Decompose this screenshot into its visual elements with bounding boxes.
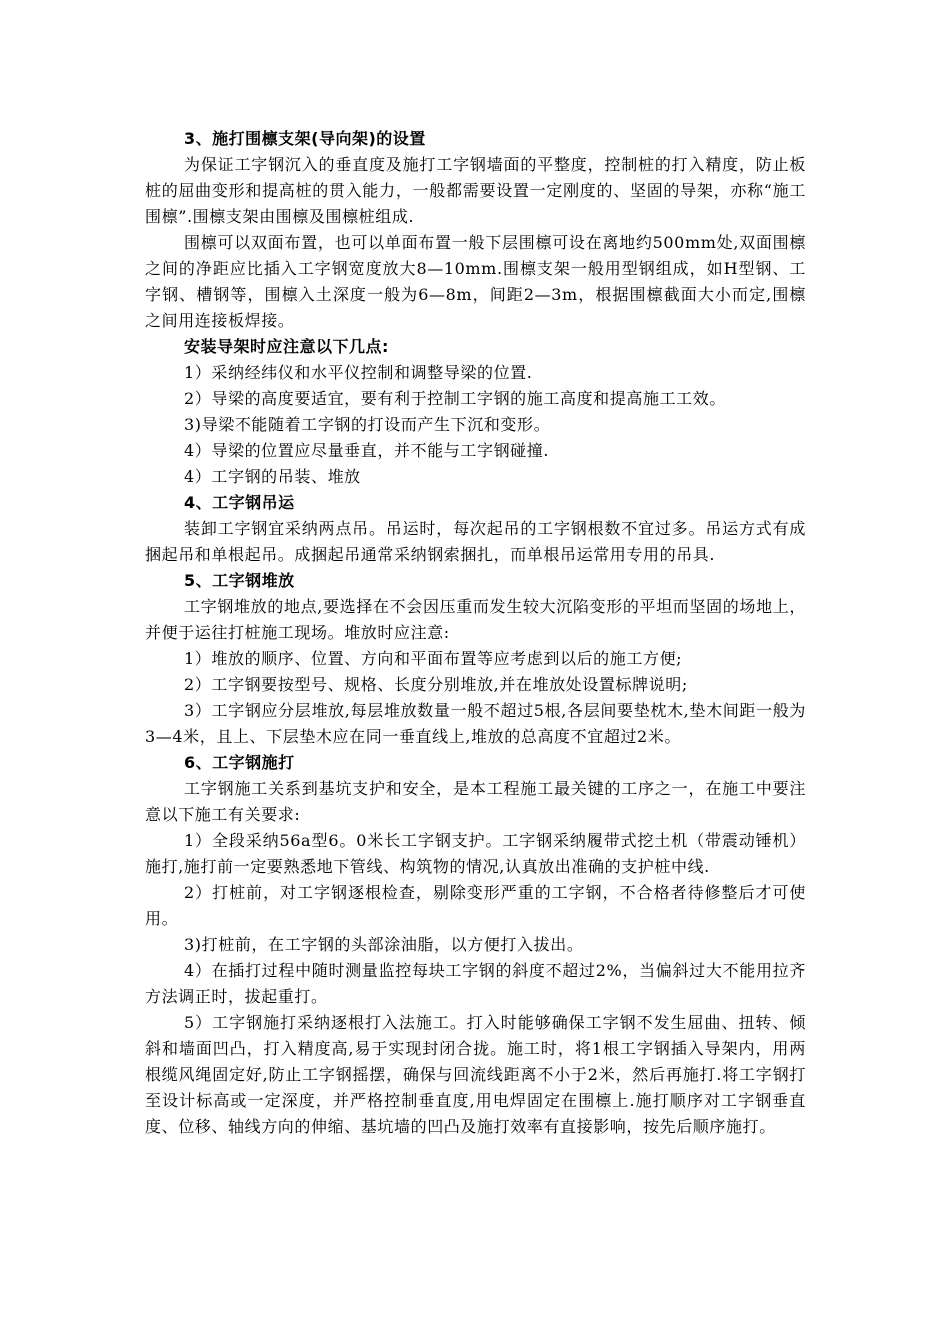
- list-item: 3）工字钢应分层堆放,每层堆放数量一般不超过5根,各层间要垫枕木,垫木间距一般为3—4米，且上、下层垫木应在同一垂直线上,堆放的总高度不宜超过2米。: [145, 701, 806, 746]
- list-item: 3)导梁不能随着工字钢的打设而产生下沉和变形。: [184, 415, 551, 434]
- section-heading-5: 5、工字钢堆放: [184, 571, 295, 590]
- list-item: 2）导梁的高度要适宜，要有利于控制工字钢的施工高度和提高施工工效。: [184, 389, 726, 408]
- list-item: 1）采纳经纬仪和水平仪控制和调整导梁的位置.: [184, 363, 533, 382]
- paragraph: 为保证工字钢沉入的垂直度及施打工字钢墙面的平整度，控制桩的打入精度，防止板桩的屈曲变形和提高桩的贯入能力，一般都需要设置一定刚度的、坚固的导架，亦称“施工围檩”.围檩支架由围檩及围檩桩组成.: [145, 155, 806, 226]
- list-item: 3)打桩前，在工字钢的头部涂油脂，以方便打入拔出。: [184, 935, 584, 954]
- list-item: 4）在插打过程中随时测量监控每块工字钢的斜度不超过2%，当偏斜过大不能用拉齐方法调正时，拔起重打。: [145, 961, 806, 1006]
- section-heading-3: 3、施打围檩支架(导向架)的设置: [184, 129, 426, 148]
- paragraph: 工字钢堆放的地点,要选择在不会因压重而发生较大沉陷变形的平坦而坚固的场地上，并便于运往打桩施工现场。堆放时应注意:: [145, 597, 806, 642]
- list-item: 1）堆放的顺序、位置、方向和平面布置等应考虑到以后的施工方便;: [184, 649, 683, 668]
- paragraph: 装卸工字钢宜采纳两点吊。吊运时，每次起吊的工字钢根数不宜过多。吊运方式有成捆起吊和单根起吊。成捆起吊通常采纳钢索捆扎，而单根吊运常用专用的吊具.: [145, 519, 806, 564]
- paragraph: 围檩可以双面布置，也可以单面布置一般下层围檩可设在离地约500mm处,双面围檩之间的净距应比插入工字钢宽度放大8—10mm.围檩支架一般用型钢组成，如H型钢、工字钢、槽钢等，围檩入土深度一般为6—8m，间距2—3m，根据围檩截面大小而定,围檩之间用连接板焊接。: [145, 233, 806, 330]
- section-heading-4: 4、工字钢吊运: [184, 493, 295, 512]
- list-item: 2）打桩前，对工字钢逐根检查，剔除变形严重的工字钢，不合格者待修整后才可使用。: [145, 883, 806, 928]
- list-item: 2）工字钢要按型号、规格、长度分别堆放,并在堆放处设置标牌说明;: [184, 675, 688, 694]
- subheading-guide-notes: 安装导架时应注意以下几点:: [184, 337, 389, 356]
- section-heading-6: 6、工字钢施打: [184, 753, 295, 772]
- paragraph: 工字钢施工关系到基坑支护和安全，是本工程施工最关键的工序之一，在施工中要注意以下施工有关要求:: [145, 779, 806, 824]
- list-item: 4）工字钢的吊装、堆放: [184, 467, 361, 486]
- list-item: 4）导梁的位置应尽量垂直，并不能与工字钢碰撞.: [184, 441, 550, 460]
- list-item: 1）全段采纳56a型6。0米长工字钢支护。工字钢采纳履带式挖土机（带震动锤机）施打,施打前一定要熟悉地下管线、构筑物的情况,认真放出准确的支护桩中线.: [145, 831, 806, 876]
- list-item: 5）工字钢施打采纳逐根打入法施工。打入时能够确保工字钢不发生屈曲、扭转、倾斜和墙面凹凸，打入精度高,易于实现封闭合拢。施工时，将1根工字钢插入导架内，用两根缆风绳固定好,防止工字钢摇摆，确保与回流线距离不小于2米，然后再施打.将工字钢打至设计标高或一定深度，并严格控制垂直度,用电焊固定在围檩上.施打顺序对工字钢垂直度、位移、轴线方向的伸缩、基坑墙的凹凸及施打效率有直接影响，按先后顺序施打。: [145, 1013, 806, 1136]
